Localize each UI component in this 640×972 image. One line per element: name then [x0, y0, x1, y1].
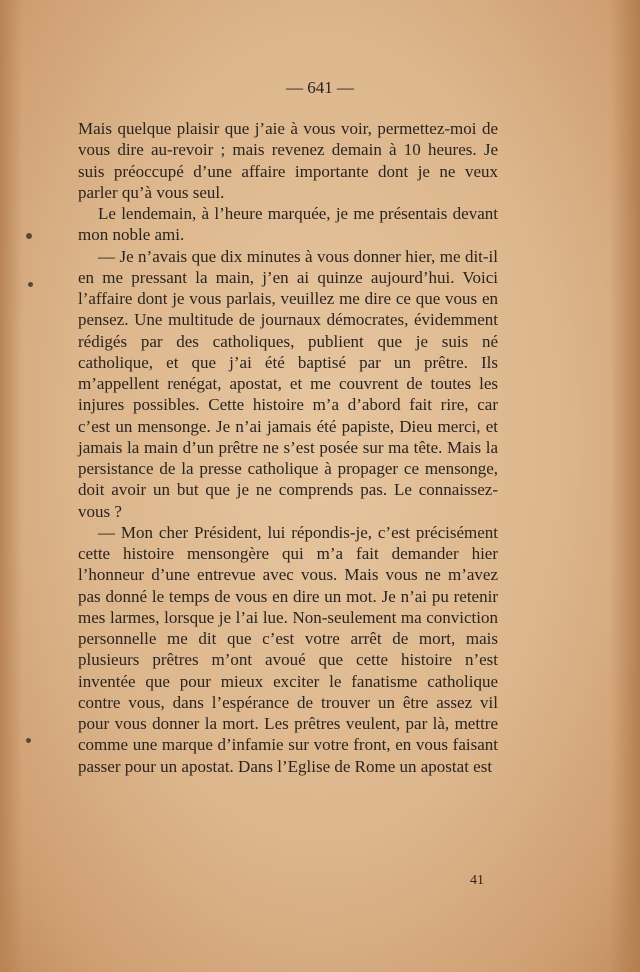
- paragraph: Mais quelque plaisir que j’aie à vous voir, permettez-moi de vous dire au-revoir ; mais revenez demain à 10 heures. Je suis préoccupé d’une affaire importante dont je ne veux parler qu’à vous seul.: [78, 119, 498, 202]
- page-edge-shadow-left: [0, 0, 22, 972]
- margin-mark: [26, 233, 32, 239]
- page-edge-shadow-right: [610, 0, 640, 972]
- paragraph: — Je n’avais que dix minutes à vous donner hier, me dit-il en me pressant la main, j’en ai quinze aujourd’hui. Voici l’affaire dont je vous parlais, veuillez me dire ce que vous en pensez. Une multitude de journaux démocrates, évidemment rédigés par des catholiques, publient que je suis né catholique, et que j’ai été baptisé par un prêtre. Ils m’appellent renégat, apostat, et me couvrent de toutes les injures possibles. Cette histoire m’a d’abord fait rire, car c’est un mensonge. Je n’ai jamais été papiste, Dieu merci, et jamais la main d’un prêtre ne s’est posée sur ma tête. Mais la persistance de la presse catholique à propager ce mensonge, doit avoir un but que je ne comprends pas. Le connaissez-vous ?: [78, 246, 498, 521]
- margin-mark: [26, 738, 31, 743]
- body-text: [78, 118, 498, 777]
- paragraph: Le lendemain, à l’heure marquée, je me présentais devant mon noble ami.: [78, 204, 498, 245]
- signature-mark: 41: [470, 873, 484, 888]
- margin-mark: [28, 282, 33, 287]
- paragraph: — Mon cher Président, lui répondis-je, c’est précisément cette histoire mensongère qui m’a fait demander hier l’honneur d’une entrevue avec vous. Mais vous ne m’avez pas donné le temps de vous en dire un mot. Je n’ai pu retenir mes larmes, lorsque je l’ai lue. Non-seulement ma conviction personnelle me dit que c’est votre arrêt de mort, mais plusieurs prêtres m’ont avoué que cette histoire n’est inventée que pour mieux exciter le fanatisme catholique contre vous, dans l’espérance de trouver un être assez vil pour vous donner la mort. Les prêtres veulent, par là, mettre comme une marque d’infamie sur votre front, en vous faisant passer pour un apostat. Dans l’Eglise de Rome un apostat est: [78, 522, 498, 776]
- page-number-header: — 641 —: [286, 78, 354, 97]
